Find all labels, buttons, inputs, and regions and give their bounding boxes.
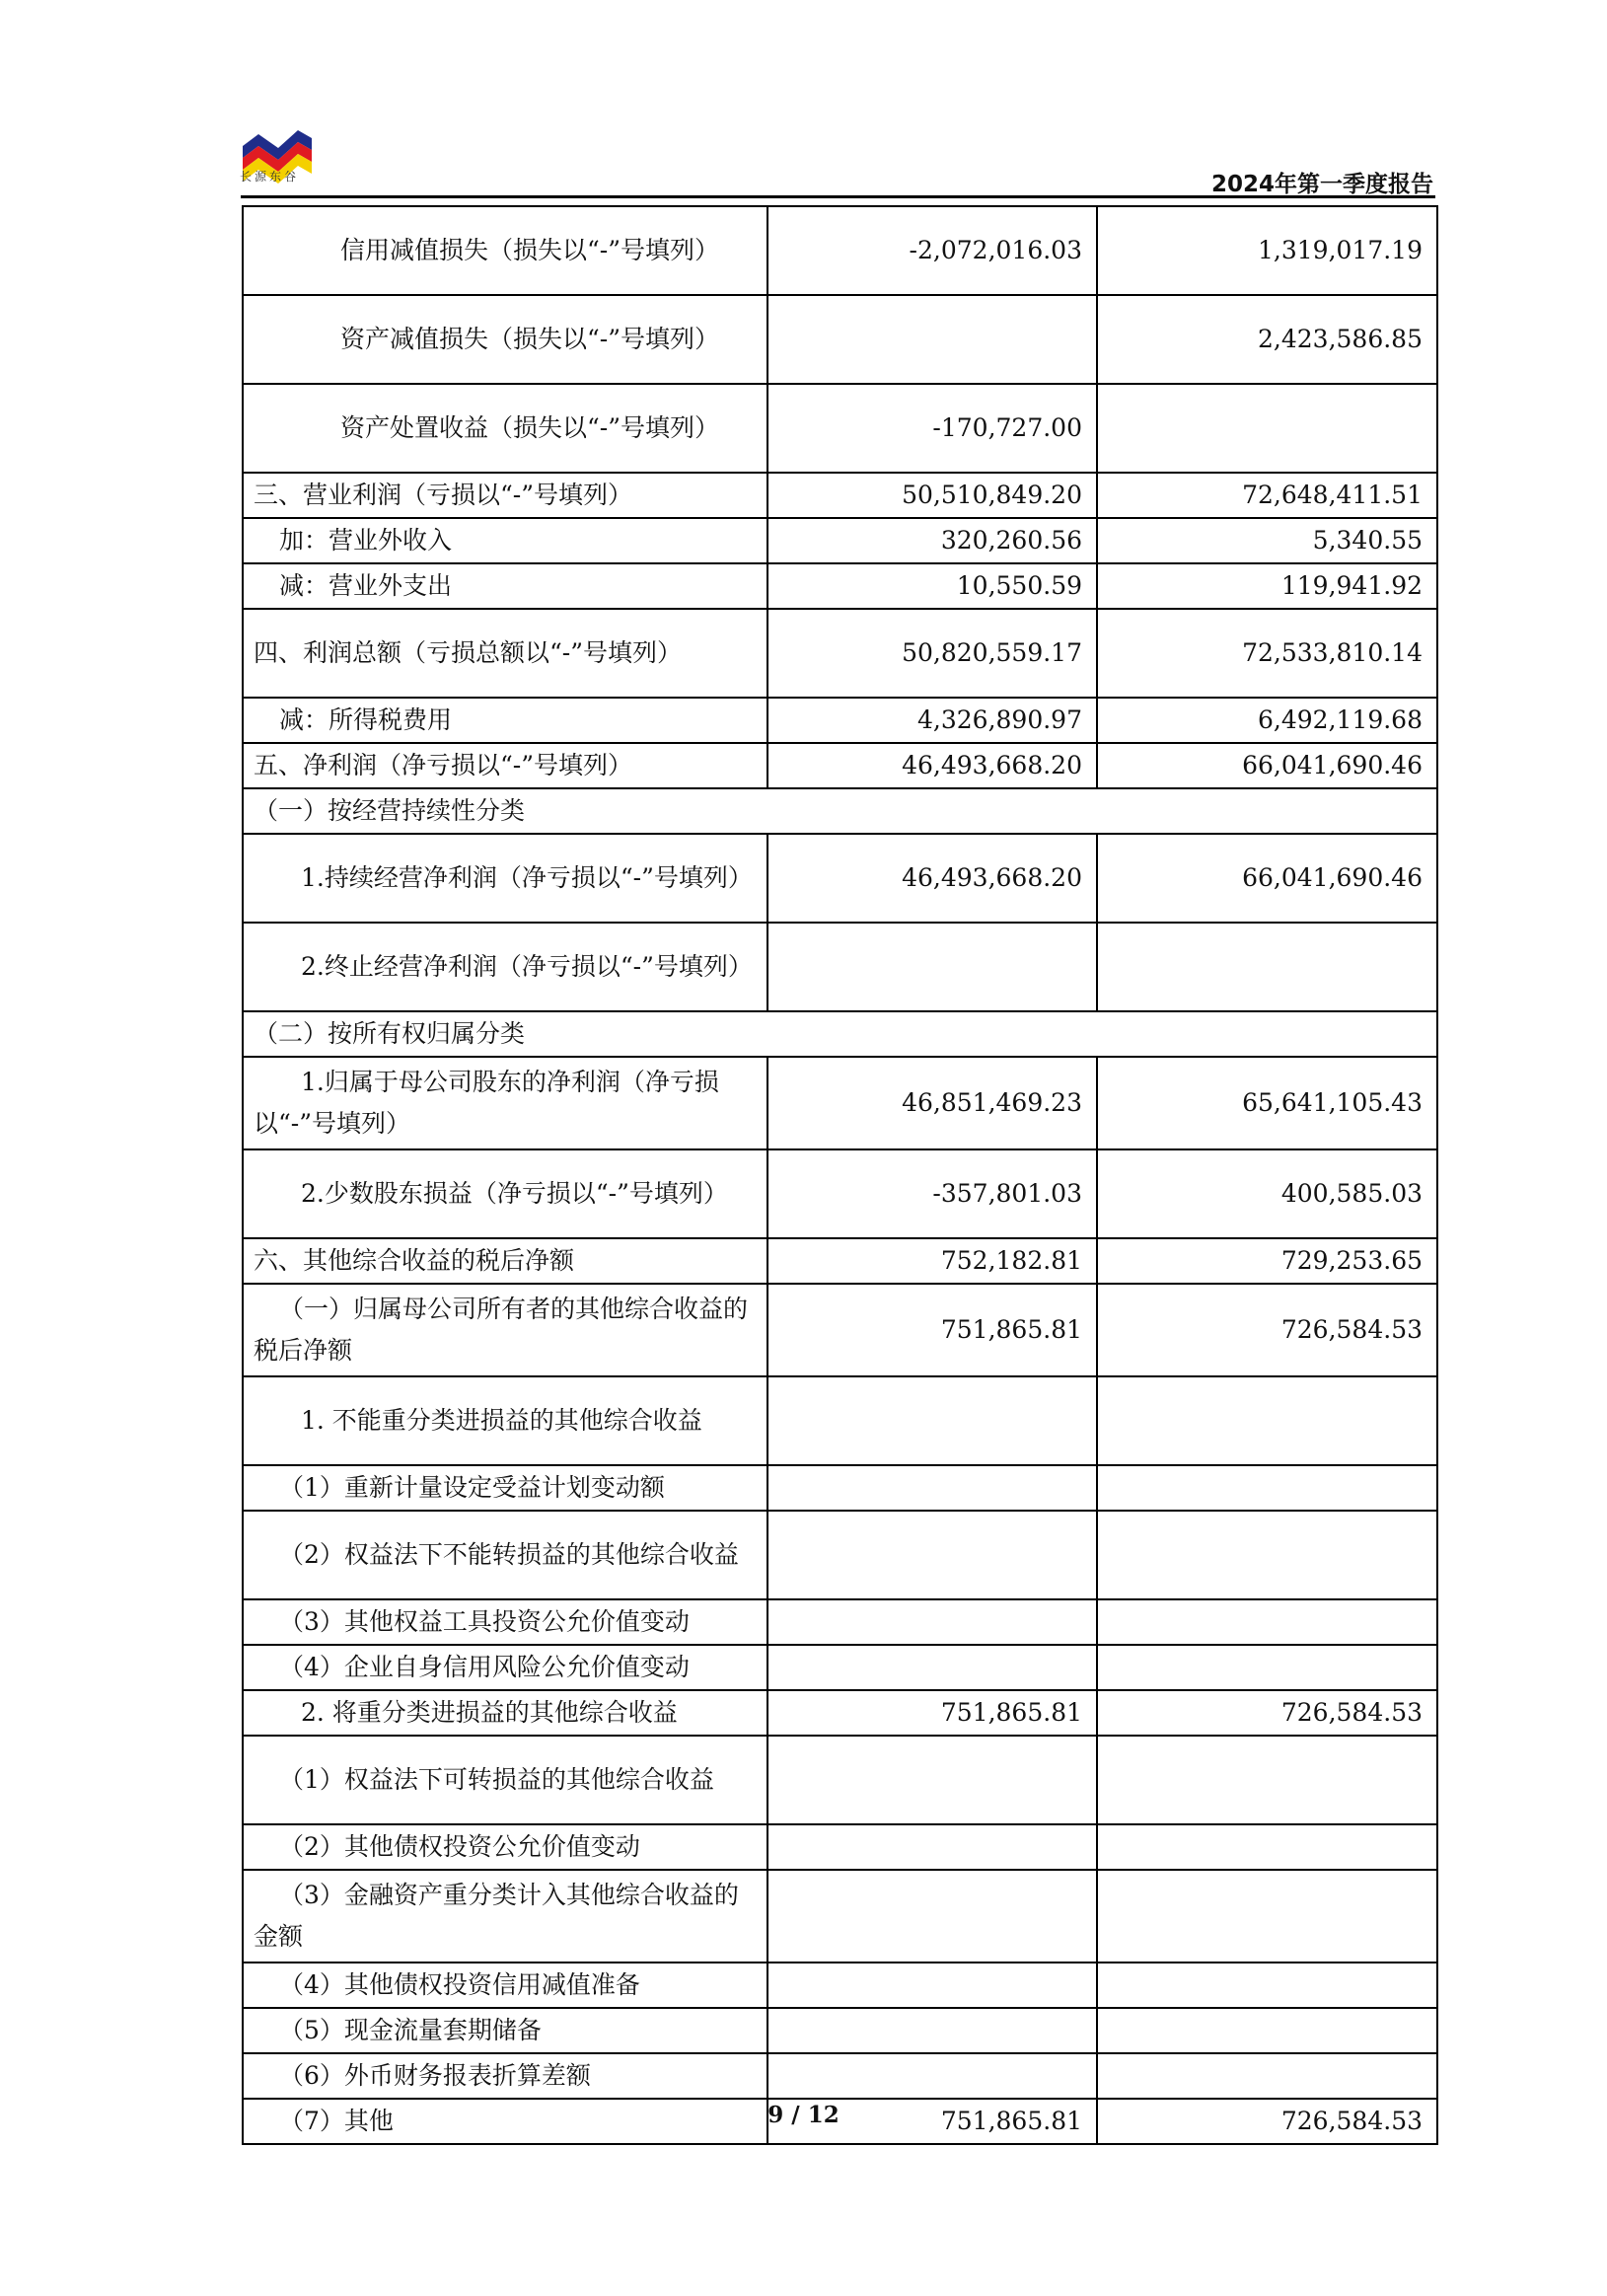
- previous-period-value: [1097, 384, 1437, 473]
- table-row: [243, 743, 1437, 788]
- row-label: （一）归属母公司所有者的其他综合收益的税后净额: [243, 1284, 767, 1376]
- table-row: [243, 1511, 1437, 1599]
- current-period-value: 751,865.81: [767, 2099, 1097, 2144]
- row-label: 1.归属于母公司股东的净利润（净亏损以“-”号填列）: [243, 1057, 767, 1149]
- current-period-value: -357,801.03: [767, 1149, 1097, 1238]
- row-label: 资产减值损失（损失以“-”号填列）: [243, 295, 767, 384]
- current-period-value: 46,493,668.20: [767, 834, 1097, 923]
- current-period-value: 751,865.81: [767, 1284, 1097, 1376]
- page-number: 9 / 12: [767, 2102, 840, 2128]
- current-period-value: -2,072,016.03: [767, 206, 1097, 295]
- table-row: [243, 834, 1437, 923]
- current-period-value: [767, 1963, 1097, 2008]
- table-row: [243, 788, 1437, 834]
- row-label: （3）金融资产重分类计入其他综合收益的金额: [243, 1870, 767, 1963]
- current-period-value: [767, 1376, 1097, 1465]
- previous-period-value: 66,041,690.46: [1097, 834, 1437, 923]
- row-label: （4）企业自身信用风险公允价值变动: [243, 1645, 767, 1690]
- previous-period-value: 726,584.53: [1097, 1690, 1437, 1736]
- current-period-value: 4,326,890.97: [767, 698, 1097, 743]
- previous-period-value: [1097, 1870, 1437, 1963]
- current-period-value: [767, 1736, 1097, 1824]
- previous-period-value: [1097, 1511, 1437, 1599]
- row-label: 减：所得税费用: [243, 698, 767, 743]
- table-row: [243, 563, 1437, 609]
- previous-period-value: 6,492,119.68: [1097, 698, 1437, 743]
- table-row: [243, 1238, 1437, 1284]
- current-period-value: 50,820,559.17: [767, 609, 1097, 698]
- table-row: [243, 1870, 1437, 1963]
- current-period-value: 46,851,469.23: [767, 1057, 1097, 1149]
- current-period-value: [767, 2008, 1097, 2053]
- current-period-value: [767, 1599, 1097, 1645]
- table-row: [243, 1736, 1437, 1824]
- current-period-value: [767, 1645, 1097, 1690]
- table-row: [243, 518, 1437, 563]
- row-label: 加：营业外收入: [243, 518, 767, 563]
- row-label: （二）按所有权归属分类: [243, 1011, 1437, 1057]
- table-row: [243, 1963, 1437, 2008]
- current-period-value: 10,550.59: [767, 563, 1097, 609]
- current-period-value: [767, 1465, 1097, 1511]
- current-period-value: [767, 2053, 1097, 2099]
- previous-period-value: 72,533,810.14: [1097, 609, 1437, 698]
- row-label: 2.少数股东损益（净亏损以“-”号填列）: [243, 1149, 767, 1238]
- previous-period-value: [1097, 1963, 1437, 2008]
- table-row: [243, 1690, 1437, 1736]
- previous-period-value: [1097, 1376, 1437, 1465]
- previous-period-value: [1097, 1824, 1437, 1870]
- row-label: 六、其他综合收益的税后净额: [243, 1238, 767, 1284]
- table-row: [243, 295, 1437, 384]
- current-period-value: 320,260.56: [767, 518, 1097, 563]
- previous-period-value: 65,641,105.43: [1097, 1057, 1437, 1149]
- current-period-value: [767, 1511, 1097, 1599]
- previous-period-value: 400,585.03: [1097, 1149, 1437, 1238]
- row-label: 四、利润总额（亏损总额以“-”号填列）: [243, 609, 767, 698]
- previous-period-value: [1097, 923, 1437, 1011]
- current-period-value: -170,727.00: [767, 384, 1097, 473]
- current-period-value: 752,182.81: [767, 1238, 1097, 1284]
- previous-period-value: 72,648,411.51: [1097, 473, 1437, 518]
- current-period-value: [767, 923, 1097, 1011]
- previous-period-value: [1097, 1645, 1437, 1690]
- row-label: （2）权益法下不能转损益的其他综合收益: [243, 1511, 767, 1599]
- current-period-value: 751,865.81: [767, 1690, 1097, 1736]
- current-period-value: [767, 1870, 1097, 1963]
- income-statement-body: [243, 206, 1437, 2144]
- row-label: （1）重新计量设定受益计划变动额: [243, 1465, 767, 1511]
- header-divider: [241, 195, 1435, 198]
- table-row: [243, 384, 1437, 473]
- row-label: （2）其他债权投资公允价值变动: [243, 1824, 767, 1870]
- previous-period-value: 5,340.55: [1097, 518, 1437, 563]
- table-row: [243, 1465, 1437, 1511]
- current-period-value: 50,510,849.20: [767, 473, 1097, 518]
- row-label: 资产处置收益（损失以“-”号填列）: [243, 384, 767, 473]
- table-row: [243, 206, 1437, 295]
- table-row: [243, 698, 1437, 743]
- row-label: （6）外币财务报表折算差额: [243, 2053, 767, 2099]
- table-row: [243, 1057, 1437, 1149]
- table-row: [243, 2053, 1437, 2099]
- previous-period-value: 726,584.53: [1097, 1284, 1437, 1376]
- row-label: （7）其他: [243, 2099, 767, 2144]
- table-row: [243, 1376, 1437, 1465]
- previous-period-value: 726,584.53: [1097, 2099, 1437, 2144]
- table-row: [243, 1599, 1437, 1645]
- table-row: [243, 923, 1437, 1011]
- table-row: [243, 2008, 1437, 2053]
- row-label: （5）现金流量套期储备: [243, 2008, 767, 2053]
- table-row: [243, 1149, 1437, 1238]
- row-label: 1. 不能重分类进损益的其他综合收益: [243, 1376, 767, 1465]
- previous-period-value: [1097, 2053, 1437, 2099]
- row-label: （3）其他权益工具投资公允价值变动: [243, 1599, 767, 1645]
- current-period-value: [767, 295, 1097, 384]
- current-period-value: 46,493,668.20: [767, 743, 1097, 788]
- table-row: [243, 473, 1437, 518]
- previous-period-value: 2,423,586.85: [1097, 295, 1437, 384]
- row-label: （一）按经营持续性分类: [243, 788, 1437, 834]
- table-row: [243, 1284, 1437, 1376]
- row-label: 五、净利润（净亏损以“-”号填列）: [243, 743, 767, 788]
- income-statement-table: [242, 205, 1438, 2145]
- row-label: （4）其他债权投资信用减值准备: [243, 1963, 767, 2008]
- current-period-value: [767, 1824, 1097, 1870]
- previous-period-value: 729,253.65: [1097, 1238, 1437, 1284]
- row-label: 2.终止经营净利润（净亏损以“-”号填列）: [243, 923, 767, 1011]
- report-title: 2024年第一季度报告: [1210, 172, 1433, 197]
- row-label: 1.持续经营净利润（净亏损以“-”号填列）: [243, 834, 767, 923]
- row-label: 三、营业利润（亏损以“-”号填列）: [243, 473, 767, 518]
- table-row: [243, 1011, 1437, 1057]
- table-row: [243, 1645, 1437, 1690]
- previous-period-value: 1,319,017.19: [1097, 206, 1437, 295]
- row-label: 2. 将重分类进损益的其他综合收益: [243, 1690, 767, 1736]
- row-label: 减：营业外支出: [243, 563, 767, 609]
- previous-period-value: [1097, 1599, 1437, 1645]
- previous-period-value: 119,941.92: [1097, 563, 1437, 609]
- row-label: 信用减值损失（损失以“-”号填列）: [243, 206, 767, 295]
- previous-period-value: [1097, 1736, 1437, 1824]
- previous-period-value: [1097, 2008, 1437, 2053]
- row-label: （1）权益法下可转损益的其他综合收益: [243, 1736, 767, 1824]
- previous-period-value: 66,041,690.46: [1097, 743, 1437, 788]
- previous-period-value: [1097, 1465, 1437, 1511]
- table-row: [243, 1824, 1437, 1870]
- table-row: [243, 609, 1437, 698]
- logo-caption: 长源东谷: [240, 170, 300, 184]
